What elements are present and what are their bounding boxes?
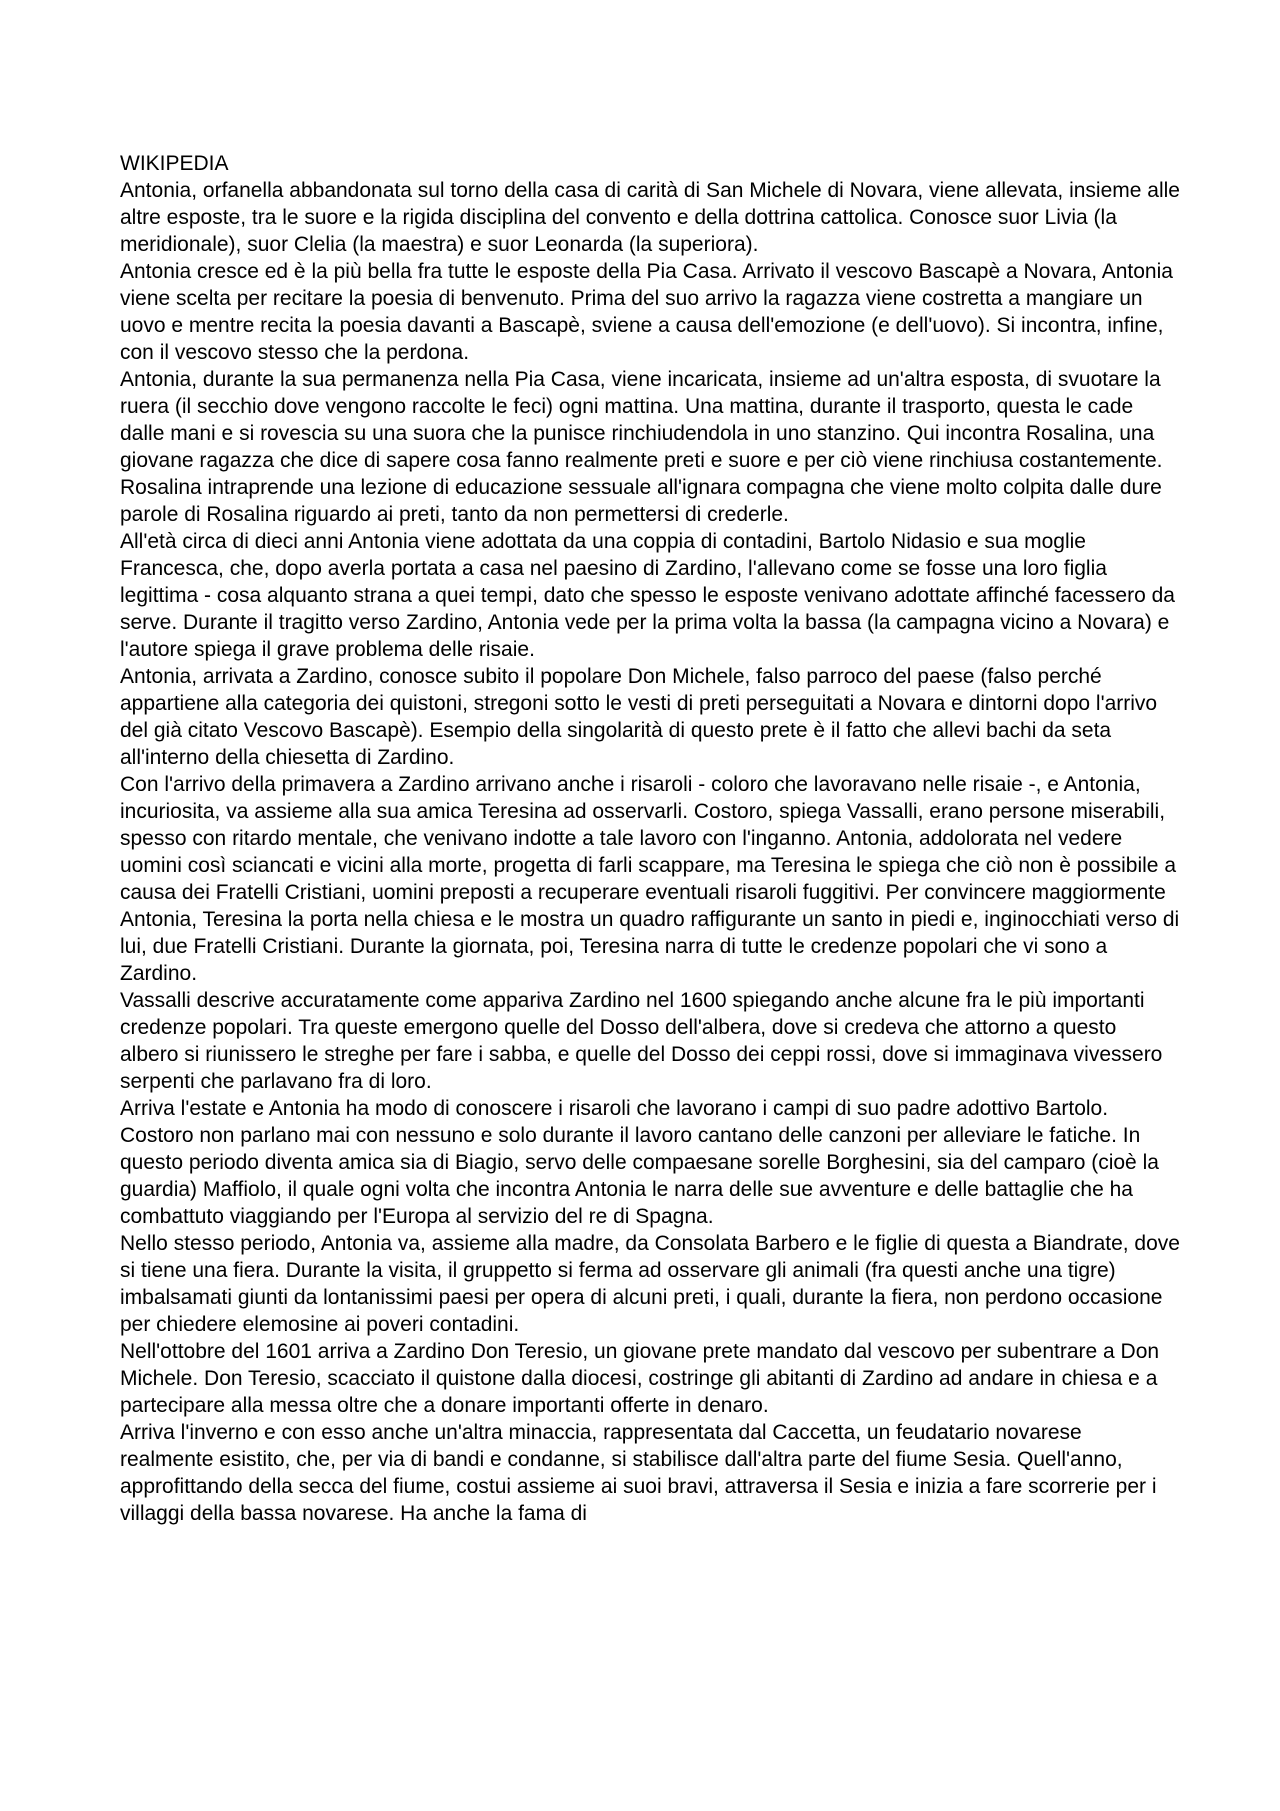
paragraph-10: Nell'ottobre del 1601 arriva a Zardino Don Teresio, un giovane prete mandato dal vescovo per subentrare a Don Michele. Don Teresio, scacciato il quistone dalla diocesi, costringe gli abitanti di Zardino ad andare in chiesa e a partecipare alla messa oltre che a donare importanti offerte in denaro. [120, 1340, 1160, 1417]
source-label: WIKIPEDIA [120, 152, 229, 175]
paragraph-1: Antonia, orfanella abbandonata sul torno della casa di carità di San Michele di Novara, viene allevata, insieme alle altre esposte, tra le suore e la rigida disciplina del convento e della dottrina cattolica. Conosce suor Livia (la meridionale), suor Clelia (la maestra) e suor Leonarda (la superiora). [120, 179, 1180, 256]
document-page [120, 150, 1180, 1527]
paragraph-9: Nello stesso periodo, Antonia va, assieme alla madre, da Consolata Barbero e le figlie di questa a Biandrate, dove si tiene una fiera. Durante la visita, il gruppetto si ferma ad osservare gli animali (fra questi anche una tigre) imbalsamati giunti da lontanissimi paesi per opera di alcuni preti, i quali, durante la fiera, non perdono occasione per chiedere elemosine ai poveri contadini. [120, 1232, 1180, 1336]
paragraph-8: Arriva l'estate e Antonia ha modo di conoscere i risaroli che lavorano i campi di suo padre adottivo Bartolo. Costoro non parlano mai con nessuno e solo durante il lavoro cantano delle canzoni per alleviare le fatiche. In questo periodo diventa amica sia di Biagio, servo delle compaesane sorelle Borghesini, sia del camparo (cioè la guardia) Maffiolo, il quale ogni volta che incontra Antonia le narra delle sue avventure e delle battaglie che ha combattuto viaggiando per l'Europa al servizio del re di Spagna. [120, 1097, 1159, 1228]
paragraph-4: All'età circa di dieci anni Antonia viene adottata da una coppia di contadini, Bartolo Nidasio e sua moglie Francesca, che, dopo averla portata a casa nel paesino di Zardino, l'allevano come se fosse una loro figlia legittima - cosa alquanto strana a quei tempi, dato che spesso le esposte venivano adottate affinché facessero da serve. Durante il tragitto verso Zardino, Antonia vede per la prima volta la bassa (la campagna vicino a Novara) e l'autore spiega il grave problema delle risaie. [120, 530, 1175, 661]
paragraph-5: Antonia, arrivata a Zardino, conosce subito il popolare Don Michele, falso parroco del paese (falso perché appartiene alla categoria dei quistoni, stregoni sotto le vesti di preti perseguitati a Novara e dintorni dopo l'arrivo del già citato Vescovo Bascapè). Esempio della singolarità di questo prete è il fatto che allevi bachi da seta all'interno della chiesetta di Zardino. [120, 665, 1158, 769]
paragraph-3: Antonia, durante la sua permanenza nella Pia Casa, viene incaricata, insieme ad un'altra esposta, di svuotare la ruera (il secchio dove vengono raccolte le feci) ogni mattina. Una mattina, durante il trasporto, questa le cade dalle mani e si rovescia su una suora che la punisce rinchiudendola in uno stanzino. Qui incontra Rosalina, una giovane ragazza che dice di sapere cosa fanno realmente preti e suore e per ciò viene rinchiusa costantemente. Rosalina intraprende una lezione di educazione sessuale all'ignara compagna che viene molto colpita dalle dure parole di Rosalina riguardo ai preti, tanto da non permettersi di crederle. [120, 368, 1163, 526]
paragraph-6: Con l'arrivo della primavera a Zardino arrivano anche i risaroli - coloro che lavoravano nelle risaie -, e Antonia, incuriosita, va assieme alla sua amica Teresina ad osservarli. Costoro, spiega Vassalli, erano persone miserabili, spesso con ritardo mentale, che venivano indotte a tale lavoro con l'inganno. Antonia, addolorata nel vedere uomini così sciancati e vicini alla morte, progetta di farli scappare, ma Teresina le spiega che ciò non è possibile a causa dei Fratelli Cristiani, uomini preposti a recuperare eventuali risaroli fuggitivi. Per convincere maggiormente Antonia, Teresina la porta nella chiesa e le mostra un quadro raffigurante un santo in piedi e, inginocchiati verso di lui, due Fratelli Cristiani. Durante la giornata, poi, Teresina narra di tutte le credenze popolari che vi sono a Zardino. [120, 773, 1180, 985]
paragraph-2: Antonia cresce ed è la più bella fra tutte le esposte della Pia Casa. Arrivato il vescovo Bascapè a Novara, Antonia viene scelta per recitare la poesia di benvenuto. Prima del suo arrivo la ragazza viene costretta a mangiare un uovo e mentre recita la poesia davanti a Bascapè, sviene a causa dell'emozione (e dell'uovo). Si incontra, infine, con il vescovo stesso che la perdona. [120, 260, 1173, 364]
paragraph-11: Arriva l'inverno e con esso anche un'altra minaccia, rappresentata dal Caccetta, un feudatario novarese realmente esistito, che, per via di bandi e condanne, si stabilisce dall'altra parte del fiume Sesia. Quell'anno, approfittando della secca del fiume, costui assieme ai suoi bravi, attraversa il Sesia e inizia a fare scorrerie per i villaggi della bassa novarese. Ha anche la fama di [120, 1421, 1157, 1525]
paragraph-7: Vassalli descrive accuratamente come appariva Zardino nel 1600 spiegando anche alcune fra le più importanti credenze popolari. Tra queste emergono quelle del Dosso dell'albera, dove si credeva che attorno a questo albero si riunissero le streghe per fare i sabba, e quelle del Dosso dei ceppi rossi, dove si immaginava vivessero serpenti che parlavano fra di loro. [120, 989, 1163, 1093]
